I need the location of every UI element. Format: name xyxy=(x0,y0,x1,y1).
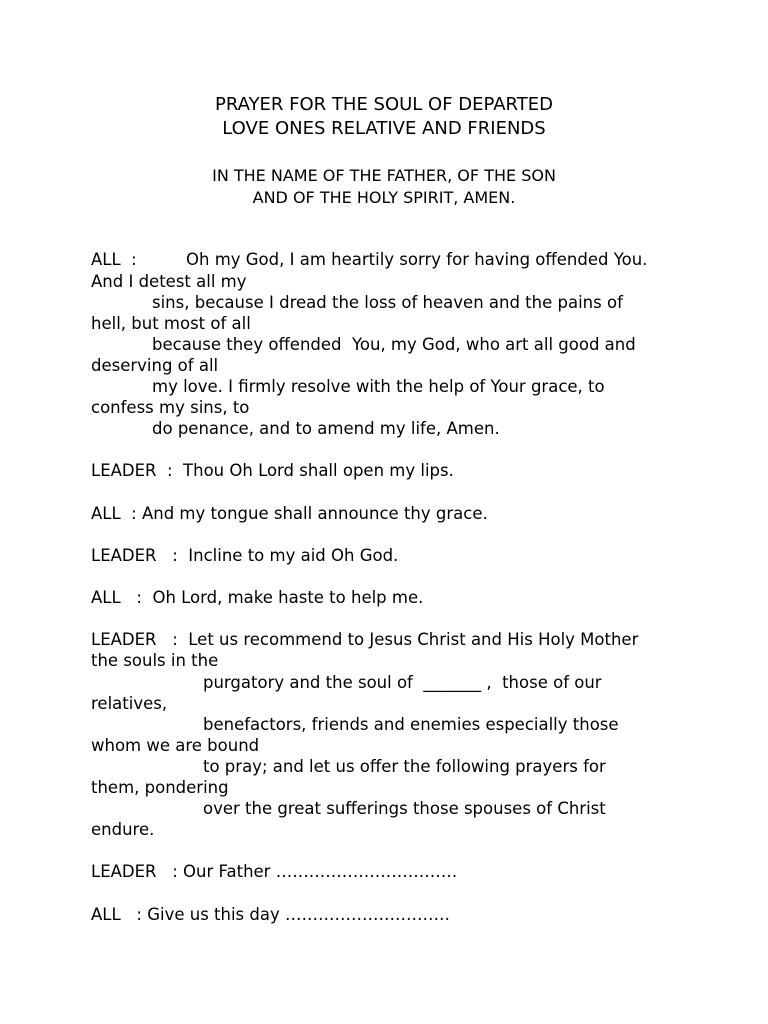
contrition-line-8: confess my sins, to xyxy=(91,398,250,417)
contrition-line-6: deserving of all xyxy=(91,356,219,375)
invocation-line-2: AND OF THE HOLY SPIRIT, AMEN. xyxy=(252,188,516,207)
contrition-line-4: hell, but most of all xyxy=(91,314,251,333)
leader-our-father: LEADER : Our Father …………………………… xyxy=(91,862,458,881)
recommendation-line-7: to pray; and let us offer the following prayers for xyxy=(203,757,606,776)
recommendation-line-1: LEADER : Let us recommend to Jesus Christ and His Holy Mother xyxy=(91,630,639,649)
recommendation-line-9: over the great sufferings those spouses of Christ xyxy=(203,799,606,818)
contrition-line-5: because they offended You, my God, who art all good and xyxy=(152,335,636,354)
invocation-line-1: IN THE NAME OF THE FATHER, OF THE SON xyxy=(212,166,556,185)
recommendation-line-6: whom we are bound xyxy=(91,736,260,755)
contrition-line-2: And I detest all my xyxy=(91,272,247,291)
recommendation-line-10: endure. xyxy=(91,820,155,839)
recommendation-line-3: purgatory and the soul of _______ , those of our xyxy=(203,673,602,692)
recommendation-line-5: benefactors, friends and enemies especially those xyxy=(203,715,619,734)
recommendation-line-4: relatives, xyxy=(91,694,168,713)
contrition-line-3: sins, because I dread the loss of heaven and the pains of xyxy=(152,293,623,312)
leader-line-2: LEADER : Incline to my aid Oh God. xyxy=(91,546,399,565)
title-line-1: PRAYER FOR THE SOUL OF DEPARTED xyxy=(215,94,553,115)
contrition-line-7: my love. I firmly resolve with the help of Your grace, to xyxy=(152,377,605,396)
title-line-2: LOVE ONES RELATIVE AND FRIENDS xyxy=(222,118,546,139)
contrition-line-9: do penance, and to amend my life, Amen. xyxy=(152,419,500,438)
contrition-line-1: Oh my God, I am heartily sorry for having offended You. xyxy=(186,250,648,269)
all-line-1: ALL : And my tongue shall announce thy grace. xyxy=(91,504,488,523)
recommendation-line-8: them, pondering xyxy=(91,778,229,797)
all-label: ALL : xyxy=(91,250,137,269)
all-line-2: ALL : Oh Lord, make haste to help me. xyxy=(91,588,424,607)
recommendation-line-2: the souls in the xyxy=(91,651,219,670)
all-give-us: ALL : Give us this day ………………………… xyxy=(91,905,450,924)
leader-line-1: LEADER : Thou Oh Lord shall open my lips. xyxy=(91,461,454,480)
